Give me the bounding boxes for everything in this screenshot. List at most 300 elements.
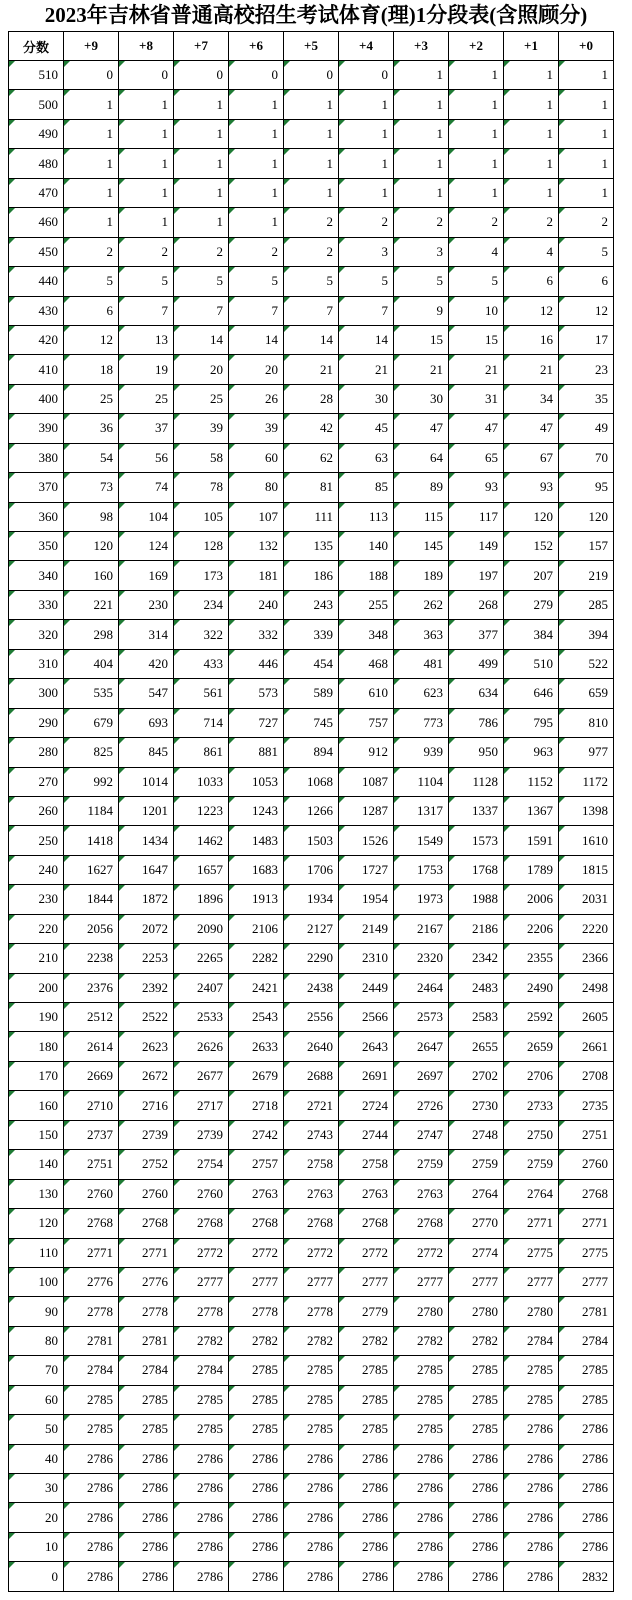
count-cell: 481 [394, 649, 449, 678]
count-cell: 363 [394, 620, 449, 649]
count-cell: 2 [394, 208, 449, 237]
count-cell: 1 [339, 178, 394, 207]
count-cell: 535 [64, 679, 119, 708]
table-row [9, 1444, 614, 1473]
count-cell: 160 [64, 561, 119, 590]
count-cell: 2623 [119, 1032, 174, 1061]
count-cell: 2786 [174, 1474, 229, 1503]
count-cell: 2 [174, 237, 229, 266]
count-cell: 2772 [229, 1238, 284, 1267]
count-cell: 2786 [449, 1532, 504, 1561]
count-cell: 1 [559, 149, 614, 178]
score-cell: 470 [9, 178, 64, 207]
count-cell: 623 [394, 679, 449, 708]
count-cell: 197 [449, 561, 504, 590]
count-cell: 2282 [229, 944, 284, 973]
count-cell: 2757 [229, 1150, 284, 1179]
count-cell: 207 [504, 561, 559, 590]
count-cell: 243 [284, 590, 339, 619]
count-cell: 1896 [174, 885, 229, 914]
count-cell: 2785 [339, 1415, 394, 1444]
count-cell: 1988 [449, 885, 504, 914]
table-row [9, 1150, 614, 1179]
count-cell: 2708 [559, 1061, 614, 1090]
count-cell: 2770 [449, 1209, 504, 1238]
table-row [9, 1326, 614, 1355]
score-cell: 330 [9, 590, 64, 619]
count-cell: 1068 [284, 767, 339, 796]
count-cell: 39 [174, 414, 229, 443]
count-cell: 2772 [394, 1238, 449, 1267]
count-cell: 1 [174, 90, 229, 119]
score-cell: 300 [9, 679, 64, 708]
count-cell: 992 [64, 767, 119, 796]
count-cell: 115 [394, 502, 449, 531]
count-cell: 145 [394, 532, 449, 561]
count-cell: 2655 [449, 1032, 504, 1061]
count-cell: 5 [449, 267, 504, 296]
table-row [9, 267, 614, 296]
count-cell: 2566 [339, 1003, 394, 1032]
count-cell: 2785 [119, 1415, 174, 1444]
count-cell: 93 [449, 473, 504, 502]
table-row [9, 178, 614, 207]
count-cell: 2782 [339, 1326, 394, 1355]
count-cell: 2072 [119, 914, 174, 943]
count-cell: 1789 [504, 855, 559, 884]
count-cell: 2779 [339, 1297, 394, 1326]
count-cell: 2614 [64, 1032, 119, 1061]
count-cell: 1104 [394, 767, 449, 796]
count-cell: 1934 [284, 885, 339, 914]
header-score: 分数 [9, 32, 64, 61]
count-cell: 963 [504, 738, 559, 767]
count-cell: 63 [339, 443, 394, 472]
score-cell: 460 [9, 208, 64, 237]
count-cell: 2265 [174, 944, 229, 973]
score-cell: 500 [9, 90, 64, 119]
count-cell: 21 [394, 355, 449, 384]
count-cell: 1 [504, 61, 559, 90]
count-cell: 2778 [64, 1297, 119, 1326]
count-cell: 5 [229, 267, 284, 296]
count-cell: 1872 [119, 885, 174, 914]
count-cell: 1243 [229, 796, 284, 825]
count-cell: 181 [229, 561, 284, 590]
count-cell: 135 [284, 532, 339, 561]
count-cell: 2786 [559, 1444, 614, 1473]
count-cell: 2342 [449, 944, 504, 973]
count-cell: 149 [449, 532, 504, 561]
count-cell: 2449 [339, 973, 394, 1002]
header-plus-5: +5 [284, 32, 339, 61]
count-cell: 2 [284, 208, 339, 237]
count-cell: 1 [504, 178, 559, 207]
count-cell: 2785 [64, 1385, 119, 1414]
count-cell: 404 [64, 649, 119, 678]
count-cell: 6 [504, 267, 559, 296]
count-cell: 1727 [339, 855, 394, 884]
count-cell: 189 [394, 561, 449, 590]
count-cell: 2785 [284, 1385, 339, 1414]
count-cell: 547 [119, 679, 174, 708]
count-cell: 2 [284, 237, 339, 266]
count-cell: 2775 [504, 1238, 559, 1267]
count-cell: 140 [339, 532, 394, 561]
count-cell: 45 [339, 414, 394, 443]
count-cell: 20 [229, 355, 284, 384]
count-cell: 2760 [64, 1179, 119, 1208]
score-cell: 250 [9, 826, 64, 855]
count-cell: 1152 [504, 767, 559, 796]
count-cell: 78 [174, 473, 229, 502]
count-cell: 2782 [229, 1326, 284, 1355]
count-cell: 2573 [394, 1003, 449, 1032]
header-plus-2: +2 [449, 32, 504, 61]
table-row [9, 355, 614, 384]
count-cell: 2781 [119, 1326, 174, 1355]
score-cell: 430 [9, 296, 64, 325]
score-cell: 160 [9, 1091, 64, 1120]
count-cell: 2786 [504, 1474, 559, 1503]
count-cell: 89 [394, 473, 449, 502]
score-cell: 360 [9, 502, 64, 531]
count-cell: 810 [559, 708, 614, 737]
count-cell: 377 [449, 620, 504, 649]
count-cell: 2786 [394, 1444, 449, 1473]
count-cell: 2785 [394, 1356, 449, 1385]
count-cell: 2763 [284, 1179, 339, 1208]
count-cell: 104 [119, 502, 174, 531]
count-cell: 2768 [229, 1209, 284, 1238]
count-cell: 2784 [64, 1356, 119, 1385]
count-cell: 2643 [339, 1032, 394, 1061]
count-cell: 21 [284, 355, 339, 384]
count-cell: 2750 [504, 1120, 559, 1149]
count-cell: 2786 [64, 1503, 119, 1532]
count-cell: 2778 [174, 1297, 229, 1326]
count-cell: 2785 [449, 1385, 504, 1414]
count-cell: 113 [339, 502, 394, 531]
count-cell: 2778 [229, 1297, 284, 1326]
count-cell: 2786 [504, 1444, 559, 1473]
count-cell: 107 [229, 502, 284, 531]
count-cell: 1 [449, 90, 504, 119]
count-cell: 1 [119, 119, 174, 148]
count-cell: 2786 [64, 1474, 119, 1503]
count-cell: 2785 [284, 1415, 339, 1444]
count-cell: 0 [339, 61, 394, 90]
count-cell: 2784 [119, 1356, 174, 1385]
table-row [9, 502, 614, 531]
count-cell: 727 [229, 708, 284, 737]
table-row [9, 1179, 614, 1208]
count-cell: 2786 [504, 1503, 559, 1532]
count-cell: 2777 [559, 1267, 614, 1296]
count-cell: 7 [174, 296, 229, 325]
count-cell: 757 [339, 708, 394, 737]
count-cell: 2785 [504, 1385, 559, 1414]
score-cell: 180 [9, 1032, 64, 1061]
count-cell: 1 [174, 178, 229, 207]
count-cell: 0 [284, 61, 339, 90]
count-cell: 2490 [504, 973, 559, 1002]
count-cell: 2718 [229, 1091, 284, 1120]
count-cell: 98 [64, 502, 119, 531]
count-cell: 1 [339, 90, 394, 119]
count-cell: 1844 [64, 885, 119, 914]
count-cell: 1549 [394, 826, 449, 855]
score-cell: 260 [9, 796, 64, 825]
count-cell: 2786 [394, 1532, 449, 1561]
count-cell: 80 [229, 473, 284, 502]
count-cell: 2626 [174, 1032, 229, 1061]
count-cell: 2739 [174, 1120, 229, 1149]
table-row [9, 1120, 614, 1149]
count-cell: 1 [449, 61, 504, 90]
count-cell: 117 [449, 502, 504, 531]
score-cell: 350 [9, 532, 64, 561]
count-cell: 39 [229, 414, 284, 443]
count-cell: 2786 [64, 1532, 119, 1561]
count-cell: 1398 [559, 796, 614, 825]
count-cell: 1 [284, 178, 339, 207]
count-cell: 2688 [284, 1061, 339, 1090]
count-cell: 2238 [64, 944, 119, 973]
count-cell: 679 [64, 708, 119, 737]
count-cell: 21 [339, 355, 394, 384]
count-cell: 1610 [559, 826, 614, 855]
count-cell: 26 [229, 384, 284, 413]
count-cell: 1 [64, 90, 119, 119]
count-cell: 2786 [504, 1562, 559, 1591]
count-cell: 2777 [174, 1267, 229, 1296]
count-cell: 120 [559, 502, 614, 531]
count-cell: 35 [559, 384, 614, 413]
score-cell: 410 [9, 355, 64, 384]
count-cell: 1973 [394, 885, 449, 914]
count-cell: 2167 [394, 914, 449, 943]
count-cell: 186 [284, 561, 339, 590]
score-cell: 380 [9, 443, 64, 472]
count-cell: 268 [449, 590, 504, 619]
count-cell: 468 [339, 649, 394, 678]
count-cell: 230 [119, 590, 174, 619]
count-cell: 2784 [174, 1356, 229, 1385]
count-cell: 255 [339, 590, 394, 619]
count-cell: 2438 [284, 973, 339, 1002]
count-cell: 2786 [449, 1562, 504, 1591]
count-cell: 1 [229, 178, 284, 207]
count-cell: 2483 [449, 973, 504, 1002]
count-cell: 1 [229, 90, 284, 119]
count-cell: 7 [229, 296, 284, 325]
score-cell: 50 [9, 1415, 64, 1444]
count-cell: 2605 [559, 1003, 614, 1032]
count-cell: 1 [394, 61, 449, 90]
score-cell: 120 [9, 1209, 64, 1238]
count-cell: 348 [339, 620, 394, 649]
count-cell: 65 [449, 443, 504, 472]
count-cell: 157 [559, 532, 614, 561]
count-cell: 1 [449, 119, 504, 148]
count-cell: 42 [284, 414, 339, 443]
count-cell: 14 [174, 325, 229, 354]
count-cell: 6 [559, 267, 614, 296]
count-cell: 1201 [119, 796, 174, 825]
score-cell: 510 [9, 61, 64, 90]
count-cell: 2739 [119, 1120, 174, 1149]
score-cell: 40 [9, 1444, 64, 1473]
count-cell: 1 [559, 178, 614, 207]
count-cell: 285 [559, 590, 614, 619]
table-row [9, 237, 614, 266]
table-row [9, 1474, 614, 1503]
table-body [9, 61, 614, 1592]
header-plus-9: +9 [64, 32, 119, 61]
table-row [9, 1385, 614, 1414]
table-row [9, 532, 614, 561]
count-cell: 1418 [64, 826, 119, 855]
count-cell: 1317 [394, 796, 449, 825]
table-header [9, 32, 614, 61]
count-cell: 47 [394, 414, 449, 443]
count-cell: 2775 [559, 1238, 614, 1267]
score-cell: 30 [9, 1474, 64, 1503]
count-cell: 1053 [229, 767, 284, 796]
score-cell: 390 [9, 414, 64, 443]
count-cell: 2786 [449, 1444, 504, 1473]
count-cell: 36 [64, 414, 119, 443]
count-cell: 73 [64, 473, 119, 502]
table-row [9, 1532, 614, 1561]
count-cell: 2785 [559, 1356, 614, 1385]
count-cell: 1 [449, 178, 504, 207]
count-cell: 2533 [174, 1003, 229, 1032]
count-cell: 394 [559, 620, 614, 649]
count-cell: 1 [284, 149, 339, 178]
header-plus-6: +6 [229, 32, 284, 61]
count-cell: 2744 [339, 1120, 394, 1149]
count-cell: 2710 [64, 1091, 119, 1120]
count-cell: 1683 [229, 855, 284, 884]
count-cell: 610 [339, 679, 394, 708]
count-cell: 2760 [559, 1150, 614, 1179]
count-cell: 2768 [339, 1209, 394, 1238]
count-cell: 21 [449, 355, 504, 384]
count-cell: 2522 [119, 1003, 174, 1032]
count-cell: 1128 [449, 767, 504, 796]
count-cell: 1 [229, 149, 284, 178]
count-cell: 2679 [229, 1061, 284, 1090]
count-cell: 31 [449, 384, 504, 413]
count-cell: 2583 [449, 1003, 504, 1032]
count-cell: 2366 [559, 944, 614, 973]
count-cell: 1 [504, 149, 559, 178]
count-cell: 2776 [64, 1267, 119, 1296]
count-cell: 1337 [449, 796, 504, 825]
score-cell: 200 [9, 973, 64, 1002]
count-cell: 573 [229, 679, 284, 708]
count-cell: 2752 [119, 1150, 174, 1179]
count-cell: 2186 [449, 914, 504, 943]
table-row [9, 1562, 614, 1591]
count-cell: 2754 [174, 1150, 229, 1179]
count-cell: 2743 [284, 1120, 339, 1149]
count-cell: 2785 [174, 1415, 229, 1444]
count-cell: 2777 [229, 1267, 284, 1296]
count-cell: 2786 [229, 1444, 284, 1473]
count-cell: 332 [229, 620, 284, 649]
score-cell: 230 [9, 885, 64, 914]
count-cell: 132 [229, 532, 284, 561]
count-cell: 2 [504, 208, 559, 237]
count-cell: 70 [559, 443, 614, 472]
count-cell: 2785 [339, 1385, 394, 1414]
count-cell: 2772 [339, 1238, 394, 1267]
score-cell: 320 [9, 620, 64, 649]
count-cell: 1 [174, 149, 229, 178]
count-cell: 7 [119, 296, 174, 325]
table-row [9, 944, 614, 973]
count-cell: 2006 [504, 885, 559, 914]
count-cell: 2310 [339, 944, 394, 973]
table-row [9, 296, 614, 325]
count-cell: 2782 [174, 1326, 229, 1355]
table-row [9, 738, 614, 767]
count-cell: 1184 [64, 796, 119, 825]
count-cell: 2771 [64, 1238, 119, 1267]
count-cell: 221 [64, 590, 119, 619]
count-cell: 2737 [64, 1120, 119, 1149]
count-cell: 1627 [64, 855, 119, 884]
count-cell: 15 [449, 325, 504, 354]
count-cell: 2786 [284, 1503, 339, 1532]
count-cell: 81 [284, 473, 339, 502]
count-cell: 1573 [449, 826, 504, 855]
table-row [9, 1003, 614, 1032]
count-cell: 2733 [504, 1091, 559, 1120]
count-cell: 446 [229, 649, 284, 678]
count-cell: 173 [174, 561, 229, 590]
count-cell: 2777 [339, 1267, 394, 1296]
count-cell: 2781 [559, 1297, 614, 1326]
score-cell: 80 [9, 1326, 64, 1355]
count-cell: 2760 [174, 1179, 229, 1208]
score-cell: 220 [9, 914, 64, 943]
count-cell: 5 [174, 267, 229, 296]
score-cell: 100 [9, 1267, 64, 1296]
header-plus-7: +7 [174, 32, 229, 61]
score-distribution-table [8, 31, 614, 1592]
count-cell: 2407 [174, 973, 229, 1002]
count-cell: 14 [284, 325, 339, 354]
count-cell: 2786 [174, 1532, 229, 1561]
count-cell: 2768 [394, 1209, 449, 1238]
count-cell: 4 [504, 237, 559, 266]
count-cell: 2774 [449, 1238, 504, 1267]
count-cell: 2782 [449, 1326, 504, 1355]
count-cell: 2758 [339, 1150, 394, 1179]
count-cell: 2784 [504, 1326, 559, 1355]
table-row [9, 119, 614, 148]
count-cell: 279 [504, 590, 559, 619]
count-cell: 2090 [174, 914, 229, 943]
count-cell: 1 [64, 178, 119, 207]
count-cell: 17 [559, 325, 614, 354]
count-cell: 939 [394, 738, 449, 767]
table-row [9, 826, 614, 855]
